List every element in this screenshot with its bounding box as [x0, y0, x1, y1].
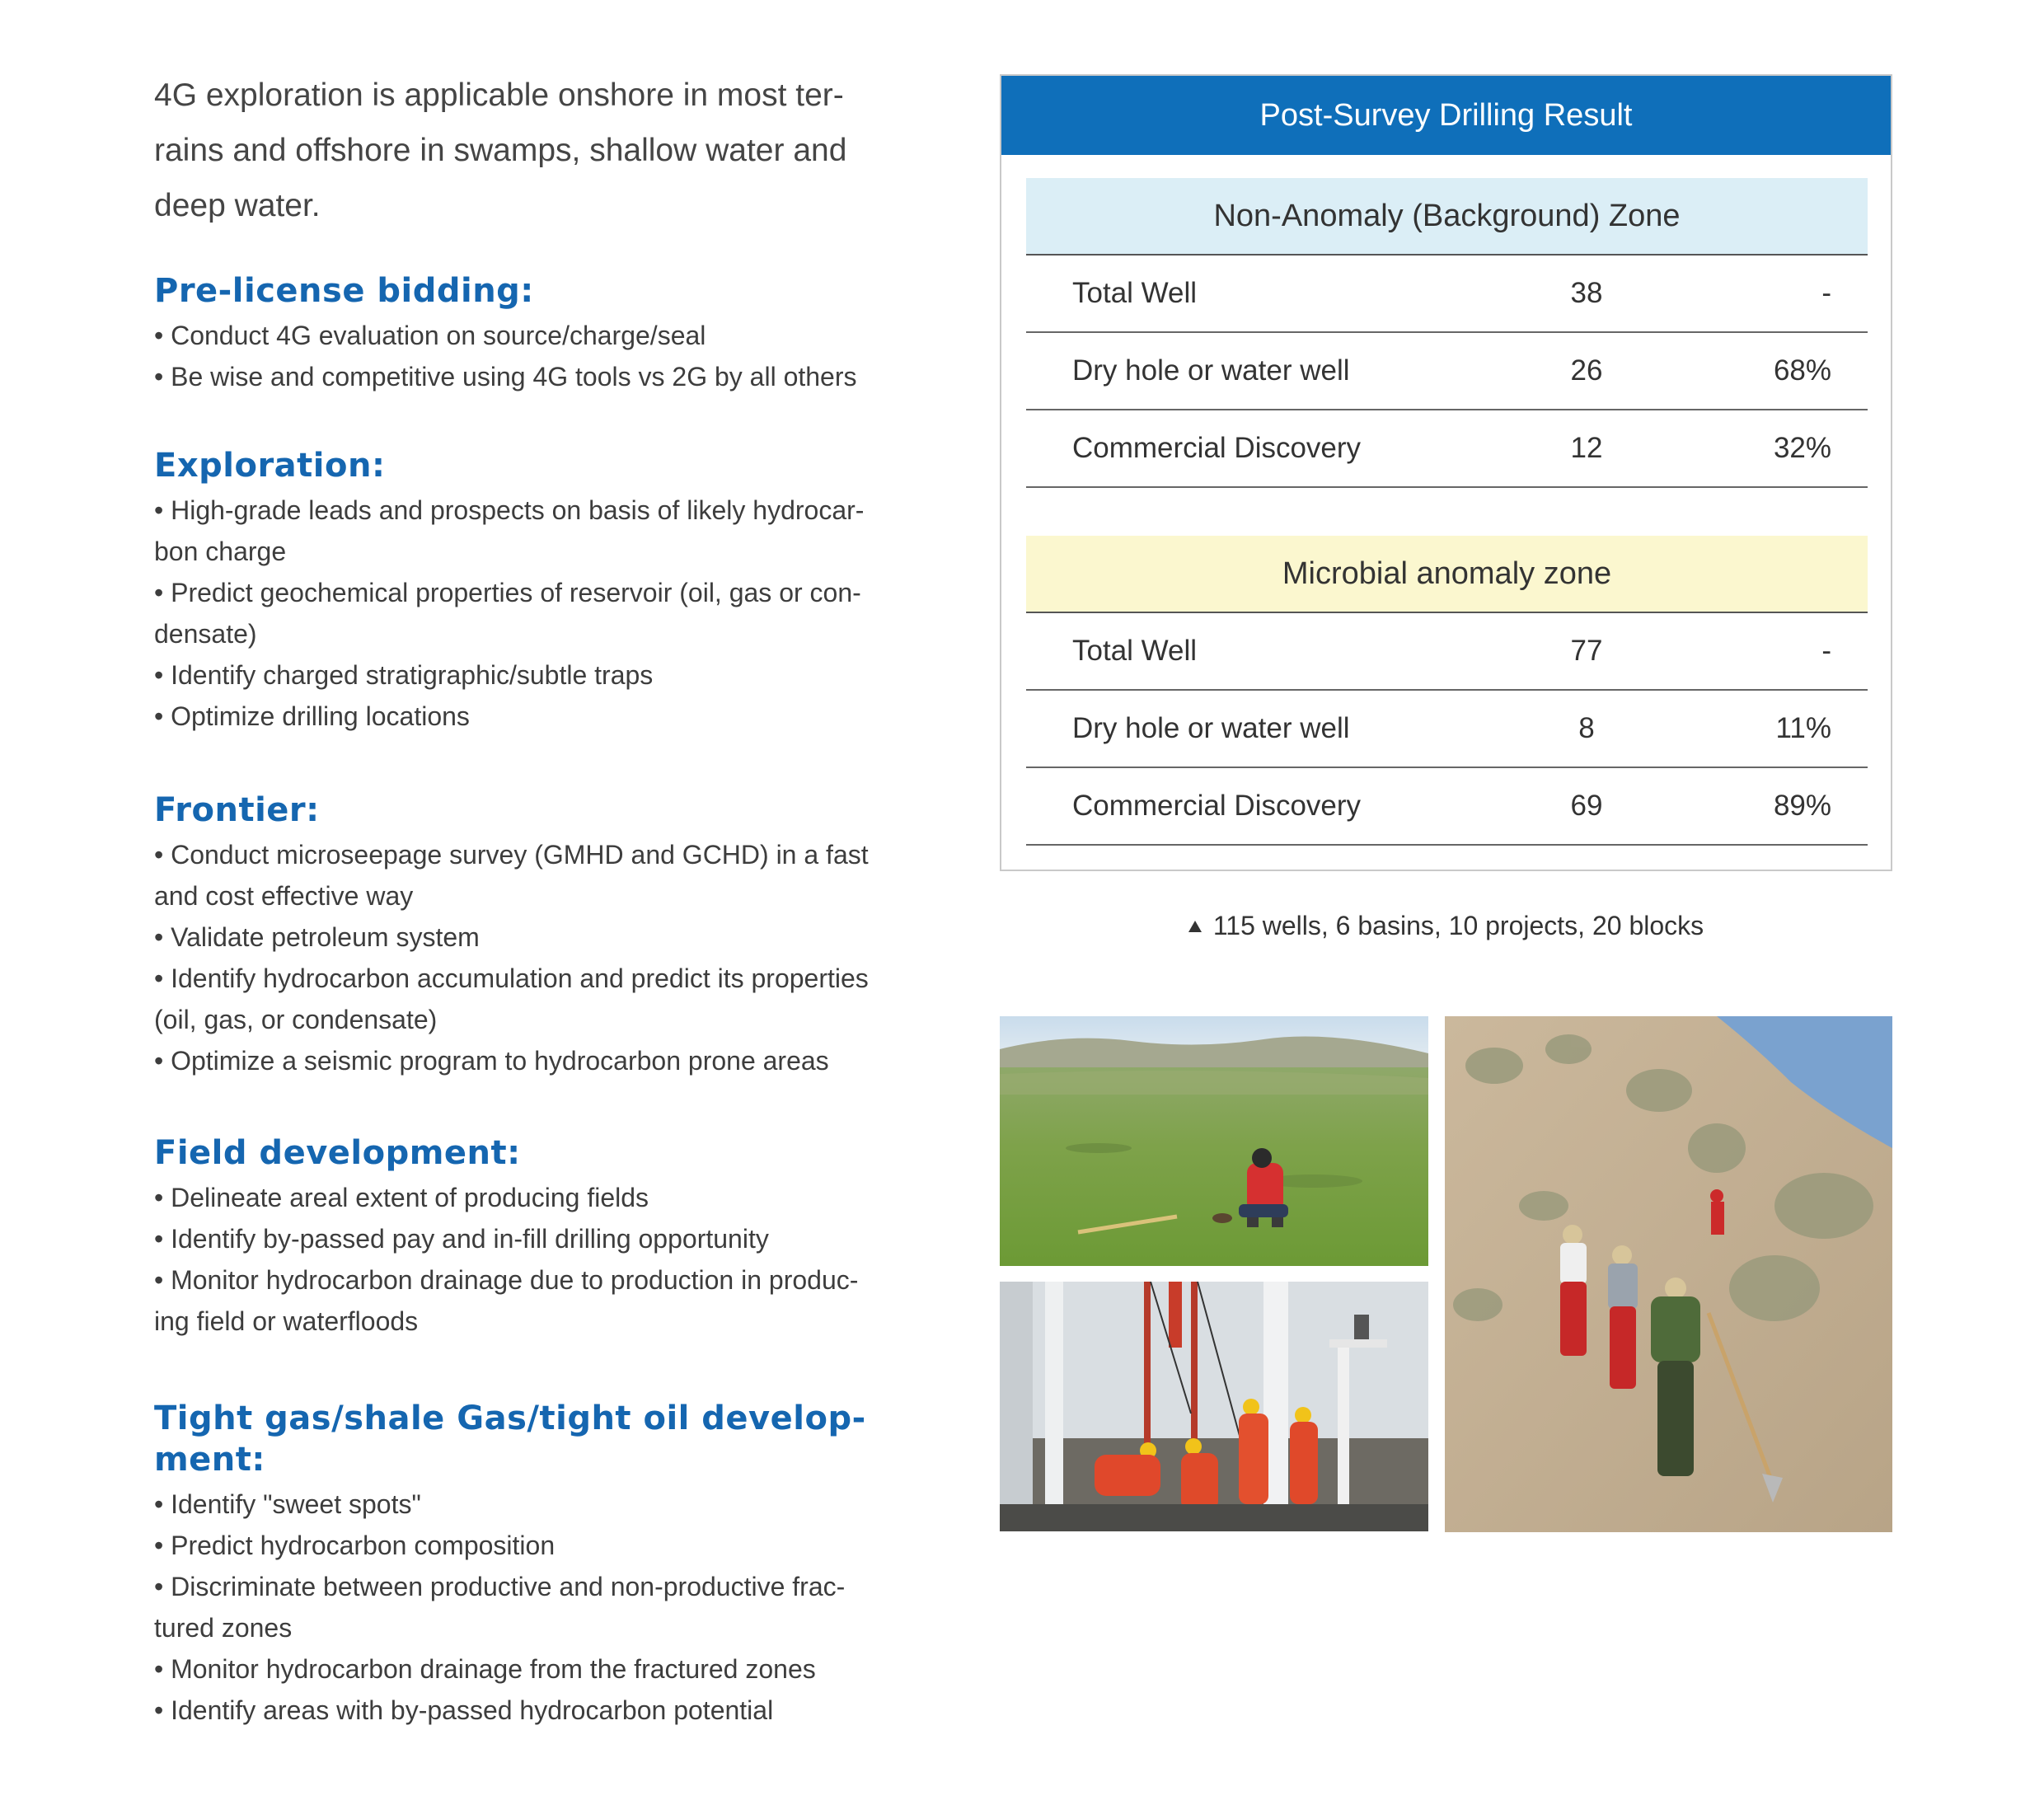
bullet-list	[154, 834, 912, 1081]
row-label: Commercial Discovery	[1072, 790, 1362, 822]
bullet-line: bon charge	[154, 537, 287, 566]
bullet-item	[154, 1259, 912, 1342]
zone-title: Non-Anomaly (Background) Zone	[1026, 178, 1868, 256]
row-label: Total Well	[1072, 277, 1198, 309]
zone-microbial-anomaly	[1026, 536, 1868, 846]
section-pre-license	[154, 270, 912, 397]
drilling-result-table	[1000, 74, 1892, 871]
bullet-line: • Delineate areal extent of producing fields	[154, 1183, 649, 1212]
grassland-image	[1000, 1016, 1428, 1266]
heading-line: Exploration:	[154, 447, 386, 485]
bullet-item	[154, 1525, 912, 1566]
intro-line: deep water.	[154, 188, 321, 223]
row-percent: -	[1821, 277, 1831, 309]
bullet-item	[154, 1484, 912, 1525]
row-label: Dry hole or water well	[1072, 354, 1350, 387]
bullet-line: • Predict geochemical properties of reservoir (oil, gas or con-	[154, 578, 861, 607]
bullet-item	[154, 696, 912, 737]
bullet-item	[154, 1566, 912, 1648]
photo-offshore-crew	[1000, 1282, 1428, 1531]
table-row	[1026, 613, 1868, 691]
bullet-line: • Predict hydrocarbon composition	[154, 1531, 556, 1560]
bullet-list	[154, 315, 912, 397]
bullet-item	[154, 1177, 912, 1218]
photo-desert-survey	[1445, 1016, 1892, 1532]
row-percent: 32%	[1773, 432, 1831, 464]
section-heading	[154, 790, 912, 831]
triangle-icon	[1188, 921, 1202, 932]
bullet-line: and cost effective way	[154, 881, 414, 911]
section-field-development	[154, 1132, 912, 1342]
bullet-item	[154, 1690, 912, 1731]
bullet-line: • Monitor hydrocarbon drainage from the fractured zones	[154, 1654, 816, 1684]
bullet-item	[154, 572, 912, 654]
intro-line: rains and offshore in swamps, shallow water and	[154, 133, 847, 168]
bullet-item	[154, 834, 912, 917]
bullet-list	[154, 1177, 912, 1342]
bullet-line: • Be wise and competitive using 4G tools vs 2G by all others	[154, 362, 857, 391]
bullet-item	[154, 315, 912, 356]
row-label: Total Well	[1072, 635, 1198, 667]
table-row	[1026, 333, 1868, 410]
section-heading	[154, 445, 912, 486]
section-heading	[154, 1132, 912, 1174]
caption-text: 115 wells, 6 basins, 10 projects, 20 blocks	[1212, 911, 1704, 940]
row-label: Commercial Discovery	[1072, 432, 1362, 464]
table-row	[1026, 256, 1868, 333]
table-caption	[1000, 911, 1892, 941]
bullet-line: • Conduct 4G evaluation on source/charge/seal	[154, 321, 706, 350]
bullet-line: • Identify charged stratigraphic/subtle traps	[154, 660, 654, 690]
bullet-item	[154, 356, 912, 397]
bullet-line: • Optimize a seismic program to hydrocarbon prone areas	[154, 1046, 829, 1076]
section-frontier	[154, 790, 912, 1081]
row-count: 8	[1578, 712, 1595, 744]
row-percent: -	[1821, 635, 1831, 667]
bullet-line: • High-grade leads and prospects on basis of likely hydrocar-	[154, 495, 865, 525]
section-tight-gas	[154, 1398, 912, 1731]
zone-non-anomaly	[1026, 178, 1868, 488]
table-row	[1026, 691, 1868, 768]
heading-line: Pre-license bidding:	[154, 272, 534, 310]
heading-line: ment:	[154, 1441, 265, 1479]
section-exploration	[154, 445, 912, 737]
row-count: 38	[1570, 277, 1603, 309]
bullet-line: • Discriminate between productive and non-productive frac-	[154, 1572, 846, 1601]
offshore-image	[1000, 1282, 1428, 1531]
bullet-line: • Identify by-passed pay and in-fill drilling opportunity	[154, 1224, 769, 1254]
zone-title: Microbial anomaly zone	[1026, 536, 1868, 613]
row-percent: 89%	[1773, 790, 1831, 822]
heading-line: Tight gas/shale Gas/tight oil develop-	[154, 1399, 866, 1437]
bullet-item	[154, 958, 912, 1040]
row-count: 77	[1570, 635, 1603, 667]
bullet-item	[154, 654, 912, 696]
bullet-line: • Monitor hydrocarbon drainage due to production in produc-	[154, 1265, 859, 1295]
bullet-line: • Identify "sweet spots"	[154, 1489, 421, 1519]
intro-line: 4G exploration is applicable onshore in most ter-	[154, 77, 844, 113]
heading-line: Frontier:	[154, 791, 320, 829]
bullet-line: • Optimize drilling locations	[154, 701, 470, 731]
section-heading	[154, 1398, 912, 1480]
bullet-item	[154, 917, 912, 958]
bullet-line: tured zones	[154, 1613, 293, 1643]
bullet-item	[154, 1648, 912, 1690]
bullet-line: • Identify hydrocarbon accumulation and predict its properties	[154, 963, 869, 993]
row-count: 12	[1570, 432, 1603, 464]
section-heading	[154, 270, 912, 312]
bullet-list	[154, 1484, 912, 1731]
bullet-line: ing field or waterfloods	[154, 1306, 419, 1336]
desert-image	[1445, 1016, 1892, 1532]
bullet-line: densate)	[154, 619, 257, 649]
bullet-list	[154, 490, 912, 737]
bullet-line: • Validate petroleum system	[154, 922, 480, 952]
intro-paragraph	[154, 68, 912, 233]
bullet-line: • Identify areas with by-passed hydrocarbon potential	[154, 1695, 774, 1725]
table-title: Post-Survey Drilling Result	[1001, 76, 1891, 155]
bullet-item	[154, 490, 912, 572]
row-count: 26	[1570, 354, 1603, 387]
row-count: 69	[1570, 790, 1603, 822]
table-row	[1026, 768, 1868, 846]
table-row	[1026, 410, 1868, 488]
row-label: Dry hole or water well	[1072, 712, 1350, 744]
heading-line: Field development:	[154, 1134, 521, 1172]
photo-grassland-survey	[1000, 1016, 1428, 1266]
bullet-item	[154, 1218, 912, 1259]
bullet-item	[154, 1040, 912, 1081]
row-percent: 68%	[1773, 354, 1831, 387]
row-percent: 11%	[1775, 712, 1831, 744]
bullet-line: • Conduct microseepage survey (GMHD and GCHD) in a fast	[154, 840, 869, 870]
bullet-line: (oil, gas, or condensate)	[154, 1005, 438, 1034]
